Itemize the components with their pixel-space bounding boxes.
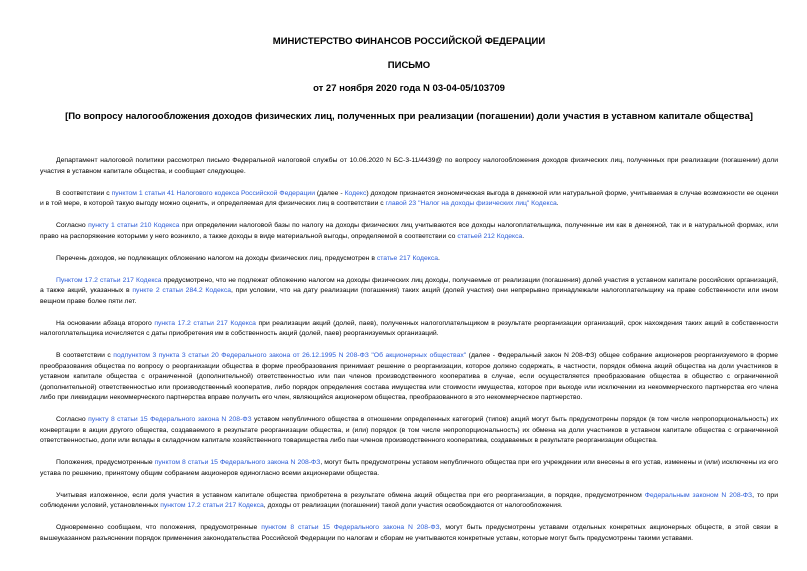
body-paragraph bbox=[40, 156, 778, 177]
document-subject: [По вопросу налогообложения доходов физических лиц, полученных при реализации (погашении) доли участия в уставном капитале общества] bbox=[65, 111, 753, 122]
legal-reference-link[interactable]: главой 23 "Налог на доходы физических лиц" Кодекса bbox=[385, 200, 557, 207]
paragraph-text: На основании абзаца второго bbox=[56, 319, 155, 327]
paragraph-text: Одновременно сообщаем, что положения, предусмотренные bbox=[56, 524, 262, 531]
body-paragraph bbox=[40, 351, 778, 404]
paragraph-text: Положения, предусмотренные bbox=[56, 459, 155, 466]
paragraph-text: ) доходом признается экономическая выгода в денежной или натуральной форме, учитываемая в случае возможности ее оценки и в той мере, в которой такую выгоду можно оценить, и определяемая для физических лиц в соответствии с bbox=[40, 189, 779, 207]
paragraph-text: Учитывая изложенное, если доля участия в уставном капитале общества приобретена в результате обмена акций общества при его реорганизации, в порядке, предусмотренном bbox=[56, 491, 645, 499]
legal-reference-link[interactable]: подпунктом 3 пункта 3 статьи 20 Федерального закона от 26.12.1995 N 208-ФЗ "Об акционерных обществах" bbox=[113, 352, 467, 359]
paragraph-text: , могут быть предусмотрены уставом непубличного общества при его учреждении или внесены в его устав, изменены и (или) исключены из его устава по решению, принятому общим собранием акционеров единогласно всеми акционерами общества. bbox=[40, 459, 778, 477]
body-paragraph bbox=[40, 491, 778, 512]
paragraph-text: . bbox=[556, 200, 559, 207]
paragraph-text: , могут быть предусмотрены уставами отдельных конкретных акционерных обществ, в этой связи в вышеуказанном разъяснении порядок применения законодательства Российской Федерации по налогам и сборам не учитываются конкретные уставы, которые могут быть предусмотрены такими уставами. bbox=[40, 524, 779, 542]
paragraph-text: , при условии, что на дату реализации (погашения) таких акций (долей участия) они непрерывно принадлежали налогоплательщику на праве собственности или ином вещном праве более пяти лет. bbox=[40, 287, 779, 305]
paragraph-text: уставом непубличного общества в отношении определенных категорий (типов) акций могут быть предусмотрены порядок (в том числе непропорциональность) их конвертации в акции другого общества, создаваемого в результате реорганизации общества, и (или) порядок (в том числе непропорциональность) их обмена на доли участников в уставном капитале общества с ограниченной ответственностью, доли или вклады в складочном капитале хозяйственного товарищества либо паи членов производственного кооператива, создаваемых в результате реорганизации общества. bbox=[40, 416, 778, 444]
paragraph-text: В соответствии с bbox=[56, 189, 112, 197]
legal-reference-link[interactable]: статье 217 Кодекса bbox=[376, 254, 439, 262]
paragraph-text: (далее - Федеральный закон N 208-ФЗ) общее собрание акционеров реорганизуемого в форме преобразования общества по вопросу о реорганизации общества в форме преобразования принимает решение о реорганизации, которое должно содержать, в частности, порядок обмена акций общества на доли участников в уставном капитале общества с ограниченной (дополнительной) ответственностью или паи членов производственного кооператива в случае, если осуществляется преобразование общества в общество с ограниченной (дополнительной) ответственностью или производственный кооператив, либо порядок определения состава имущества или стоимости имущества, которое при выходе или исключении из некоммерческого партнерства его члена либо при ликвидации некоммерческого партнерства вправе получить его член, являющийся акционером общества, преобразованного в это некоммерческое партнерство. bbox=[40, 352, 779, 401]
document-type: ПИСЬМО bbox=[387, 60, 431, 71]
ministry-heading: МИНИСТЕРСТВО ФИНАНСОВ РОССИЙСКОЙ ФЕДЕРАЦИИ bbox=[272, 36, 546, 47]
body-paragraph bbox=[40, 276, 778, 308]
document-date-number: от 27 ноября 2020 года N 03-04-05/103709 bbox=[313, 83, 505, 94]
legal-reference-link[interactable]: пункту 8 статьи 15 Федерального закона N 208-ФЗ bbox=[88, 416, 252, 423]
body-paragraph bbox=[40, 319, 778, 340]
body-paragraph bbox=[40, 189, 778, 210]
paragraph-text: . bbox=[438, 254, 440, 262]
legal-reference-link[interactable]: пунктом 17.2 статьи 217 Кодекса bbox=[160, 502, 264, 509]
legal-reference-link[interactable]: пункту 1 статьи 210 Кодекса bbox=[88, 222, 180, 229]
paragraph-text: при определении налоговой базы по налогу на доходы физических лиц учитываются все доходы налогоплательщика, полученные им как в денежной, так и в натуральной формах, или право на распоряжение которыми у него возникло, а также доходы в виде материальной выгоды, определяемой в соответствии со bbox=[40, 222, 778, 240]
legal-reference-link[interactable]: пункте 2 статьи 284.2 Кодекса bbox=[132, 287, 231, 294]
legal-reference-link[interactable]: Пунктом 17.2 статьи 217 Кодекса bbox=[56, 276, 162, 284]
document-body bbox=[40, 156, 778, 544]
paragraph-text: . bbox=[522, 232, 525, 240]
body-paragraph bbox=[40, 254, 778, 265]
paragraph-text: В соответствии с bbox=[56, 352, 114, 359]
legal-reference-link[interactable]: пунктом 8 статьи 15 Федерального закона N 208-ФЗ bbox=[154, 459, 321, 466]
body-paragraph bbox=[40, 523, 778, 544]
paragraph-text: (далее - bbox=[315, 189, 345, 197]
paragraph-text: при реализации акций (долей, паев), полученных налогоплательщиком в результате реорганизации организаций, срок нахождения таких акций в собственности налогоплательщика исчисляется с даты приобретения им в собственность акций (долей, паев) реорганизуемых организаций. bbox=[40, 319, 778, 337]
paragraph-text: Перечень доходов, не подлежащих обложению налогом на доходы физических лиц, предусмотрен в bbox=[56, 254, 377, 262]
paragraph-text: , то при соблюдении условий, установленных bbox=[40, 491, 778, 509]
paragraph-text: Согласно bbox=[56, 416, 89, 423]
legal-reference-link[interactable]: Федеральным законом N 208-ФЗ bbox=[644, 491, 753, 499]
paragraph-text: Согласно bbox=[56, 222, 89, 229]
legal-reference-link[interactable]: статьей 212 Кодекса bbox=[457, 232, 523, 240]
paragraph-text: , доходы от реализации (погашении) такой доли участия освобождаются от налогообложения. bbox=[263, 502, 563, 509]
paragraph-text: Департамент налоговой политики рассмотрел письмо Федеральной налоговой службы от 10.06.2020 N БС-3-11/4439@ по вопросу налогообложения доходов физических лиц, полученных при реализации (погашении) доли участия в уставном капитале общества, и сообщает следующее. bbox=[40, 157, 778, 175]
legal-reference-link[interactable]: пунктом 1 статьи 41 Налогового кодекса Российской Федерации bbox=[111, 189, 315, 197]
body-paragraph bbox=[40, 415, 778, 447]
body-paragraph bbox=[40, 458, 778, 479]
body-paragraph bbox=[40, 221, 778, 242]
legal-reference-link[interactable]: Кодекс bbox=[344, 189, 367, 197]
legal-reference-link[interactable]: пунктом 8 статьи 15 Федерального закона N 208-ФЗ bbox=[261, 524, 440, 531]
legal-reference-link[interactable]: пункта 17.2 статьи 217 Кодекса bbox=[154, 319, 256, 327]
paragraph-text: предусмотрено, что не подлежат обложению налогом на доходы физических лиц доходы, получаемые от реализации (погашения) долей участия в уставном капитале российских организаций, а также акций, указанных в bbox=[40, 276, 779, 294]
